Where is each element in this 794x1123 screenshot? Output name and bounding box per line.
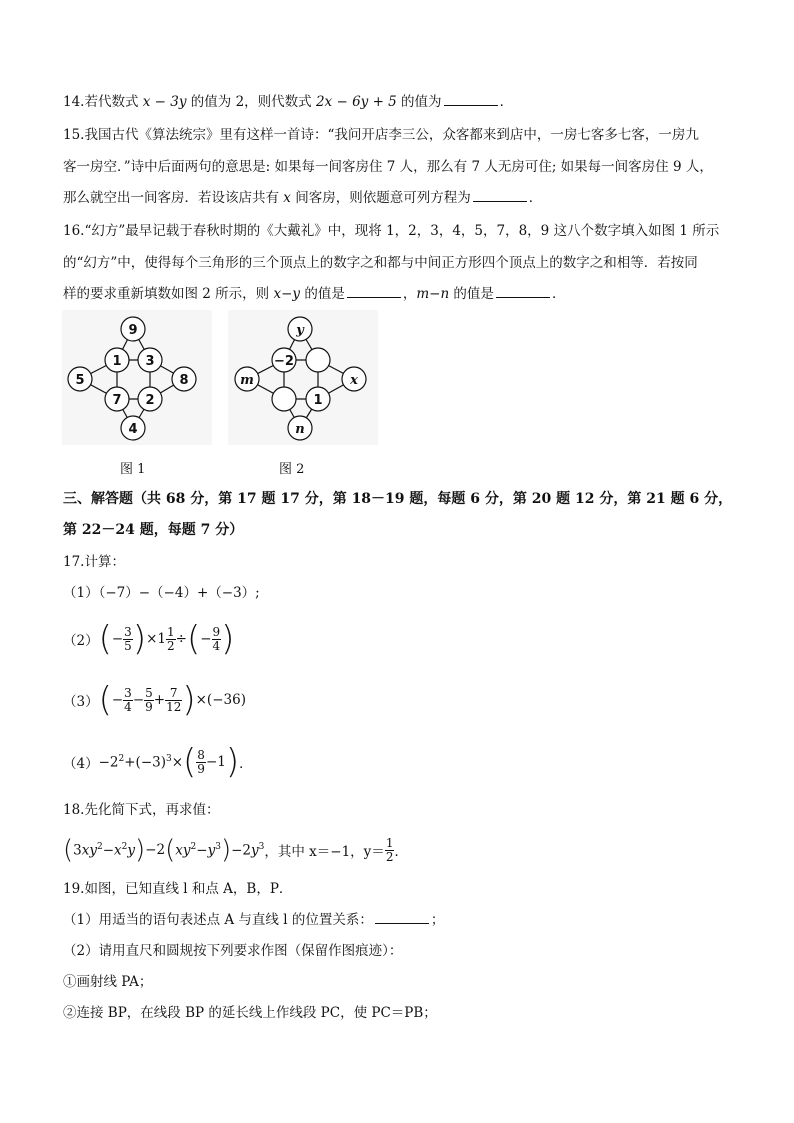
fig1-bottom-node: 4	[128, 422, 138, 437]
q14-text-a: 14.若代数式	[63, 94, 143, 110]
q15-line-2: 客一房空．”诗中后面两句的意思是: 如果每一间客房住 7 人，那么有 7 人无房可住; 如果每一间客房住 9 人，	[63, 159, 713, 175]
fig2-top-left-node: −2	[274, 354, 294, 369]
fig2-left-node: m	[240, 373, 254, 388]
q15-line-3	[63, 189, 542, 207]
q17-part-4-label: （4）	[63, 756, 99, 772]
q15-var: x	[283, 190, 291, 206]
q17-title: 17.计算：	[63, 554, 125, 570]
q18-title: 18.先化简下式，再求值：	[63, 802, 220, 818]
q15-line3a: 那么就空出一间客房．若设该店共有	[63, 190, 284, 206]
q15-line-1: 15.我国古代《算法统宗》里有这样一首诗：“我问开店李三公，众客都来到店中，一房七客多七客，一房九	[63, 127, 699, 143]
q14-expr1: x − 3y	[142, 94, 187, 110]
fig1-bottom-right-node: 2	[145, 393, 155, 408]
q17-part-2: （2） ( − $\frac{3}{5}$ ) ×1 $\frac{1}{2}$ ÷ ( − $\frac{9}{4}$ )	[63, 619, 235, 659]
q19-part-1-text: （1）用适当的语句表述点 A 与直线 l 的位置关系：	[63, 912, 373, 928]
q19-part-1	[63, 911, 444, 929]
figure-2-label: 图 2	[279, 462, 305, 477]
fig2-bottom-node: n	[295, 422, 305, 437]
q14-text-b: 的值为 2，则代数式	[186, 94, 316, 110]
fig2-top-node: y	[296, 323, 304, 338]
q18-expression: ( $3xy^2-x^2y$ ) −2 ( $xy^2-y^3$ ) $-2y^3$ ，其中 x＝−1，y＝ $\frac{1}{2}$ ．	[63, 835, 408, 865]
q14-end: ．	[499, 94, 514, 110]
q15-line3b: 间客房，则依题意可列方程为	[290, 190, 471, 206]
q16-line-2: 的“幻方”中，使得每个三角形的三个顶点上的数字之和都与中间正方形四个顶点上的数字之和相等．若按同	[63, 255, 698, 271]
section-3-heading-line-2: 第 22－24 题，每题 7 分）	[63, 522, 244, 538]
answer-blank[interactable]	[444, 93, 498, 106]
q17-part-3: （3） ( − $\frac{3}{4}$ − $\frac{5}{9}$ + $\frac{7}{12}$ ) ×(−36)	[63, 680, 246, 720]
q16-expr1: x−y	[273, 286, 301, 302]
q16-line3b: 的值是	[300, 286, 345, 302]
fig1-top-left-node: 1	[112, 354, 122, 369]
q19-part-1-end: ；	[430, 912, 445, 928]
q19-step-2: ②连接 BP，在线段 BP 的延长线上作线段 PC，使 PC＝PB；	[63, 1005, 437, 1021]
q15-end: ．	[528, 190, 543, 206]
answer-blank[interactable]	[347, 285, 401, 298]
q16-line3d: 的值是	[449, 286, 494, 302]
fig1-left-node: 5	[75, 373, 85, 388]
figure-1-label: 图 1	[120, 462, 146, 477]
answer-blank[interactable]	[496, 285, 550, 298]
q14-text-c: 的值为	[396, 94, 442, 110]
fig1-bottom-left-node: 7	[112, 393, 122, 408]
q19-part-2: （2）请用直尺和圆规按下列要求作图（保留作图痕迹）：	[63, 943, 403, 959]
q14-expr2: 2x − 6y + 5	[315, 94, 397, 110]
q17-part-3-label: （3）	[63, 694, 99, 710]
fig2-right-node: x	[350, 373, 358, 388]
magic-square-figure-1	[62, 310, 212, 445]
q17-part-2-label: （2）	[63, 633, 99, 649]
q16-expr2: m−n	[416, 286, 450, 302]
q19-title: 19.如图，已知直线 l 和点 A，B，P．	[63, 881, 293, 897]
magic-square-figure-2	[228, 310, 378, 445]
q16-line3a: 样的要求重新填数如图 2 所示，则	[63, 286, 274, 302]
q16-line-3	[63, 285, 565, 303]
fig2-bottom-right-node: 1	[313, 393, 323, 408]
answer-blank[interactable]	[473, 189, 527, 202]
section-3-heading-line-1: 三、解答题（共 68 分，第 17 题 17 分，第 18－19 题，每题 6 分，第 20 题 12 分，第 21 题 6 分，	[63, 491, 733, 507]
q18-condition: ，其中 x＝−1，y＝	[264, 844, 385, 860]
q17-part-4: （4） $-2^2+(-3)^3\times$ ( $\frac{8}{9}$ −1 ) ．	[63, 742, 253, 782]
answer-blank[interactable]	[375, 911, 429, 924]
fig1-right-node: 8	[179, 373, 189, 388]
q17-part-4-end: ．	[239, 756, 253, 772]
q18-end: ．	[394, 844, 408, 860]
q19-step-1: ①画射线 PA；	[63, 974, 153, 990]
fig1-top-right-node: 3	[145, 354, 155, 369]
q17-part-1: （1）（−7）−（−4）+（−3）;	[63, 585, 260, 601]
fig1-top-node: 9	[128, 323, 138, 338]
q16-line3c: ，	[402, 286, 417, 302]
q16-end: ．	[551, 286, 566, 302]
question-14	[63, 93, 513, 111]
q16-line-1: 16.“幻方”最早记载于春秋时期的《大戴礼》中，现将 1，2，3，4，5，7，8，9 这八个数字填入如图 1 所示	[63, 223, 720, 239]
